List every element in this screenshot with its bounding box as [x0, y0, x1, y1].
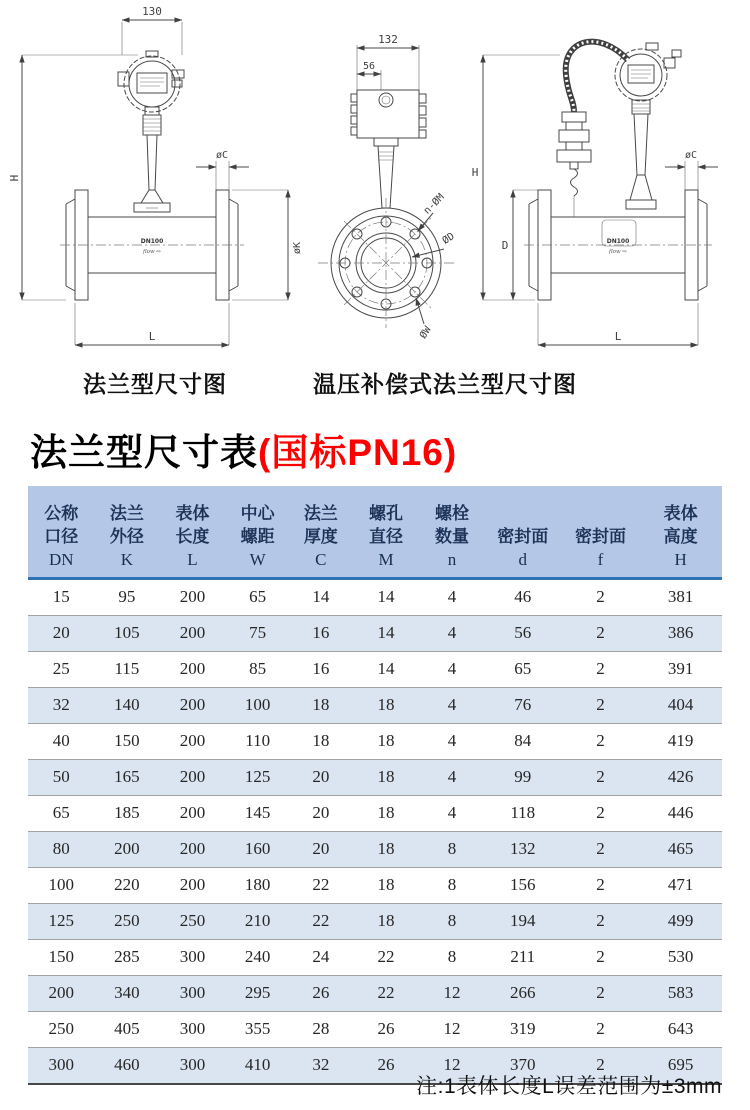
table-cell: 404 — [639, 687, 722, 723]
table-cell: 300 — [159, 939, 226, 975]
table-cell: 95 — [118, 587, 136, 606]
table-cell: 194 — [484, 903, 562, 939]
table-cell: 18 — [352, 903, 420, 939]
table-cell: 85 — [226, 651, 290, 687]
table-cell: 319 — [484, 1011, 562, 1047]
table-cell: 4 — [420, 723, 484, 759]
table-cell: 105 — [95, 615, 160, 651]
table-cell: 18 — [352, 795, 420, 831]
diagram-front-view — [318, 33, 457, 341]
table-cell: 391 — [639, 651, 722, 687]
diagram-flange-type — [8, 5, 303, 345]
table-cell: 426 — [639, 759, 722, 795]
dim-label-56: 56 — [362, 61, 376, 72]
table-cell: 26 — [352, 1011, 420, 1047]
table-row — [28, 759, 722, 795]
table-cell: 499 — [639, 903, 722, 939]
dim-label-H: H — [8, 174, 21, 182]
table-row — [28, 687, 722, 723]
table-cell: 14 — [312, 587, 330, 606]
table-cell: 405 — [95, 1011, 160, 1047]
table-cell: 20 — [290, 795, 352, 831]
table-cell: 75 — [226, 615, 290, 651]
table-row — [28, 939, 722, 975]
table-cell: 340 — [95, 975, 160, 1011]
table-cell: 285 — [95, 939, 160, 975]
table-cell: 15 — [52, 587, 70, 606]
table-cell: 18 — [352, 723, 420, 759]
dimension-table-body — [28, 578, 722, 1084]
column-header: 表体 长度 L — [159, 486, 226, 578]
table-cell: 32 — [290, 1047, 352, 1084]
table-cell: 26 — [290, 975, 352, 1011]
table-cell: 4 — [420, 687, 484, 723]
column-header: 螺栓 数量 n — [420, 486, 484, 578]
table-cell: 2 — [562, 1047, 640, 1084]
table-cell: 150 — [95, 723, 160, 759]
table-cell: 145 — [226, 795, 290, 831]
dim-label-132: 132 — [378, 33, 398, 46]
table-cell: 200 — [159, 723, 226, 759]
table-cell: 300 — [159, 1047, 226, 1084]
table-cell: 410 — [226, 1047, 290, 1084]
table-cell: 18 — [290, 723, 352, 759]
table-cell: 18 — [290, 687, 352, 723]
table-cell: 200 — [159, 615, 226, 651]
table-cell: 370 — [484, 1047, 562, 1084]
footnote: 注:1表体长度L误差范围为±3mm — [416, 1075, 722, 1098]
table-row — [28, 578, 722, 615]
table-cell: 250 — [28, 1011, 95, 1047]
dimension-drawings — [0, 0, 750, 400]
table-cell: 355 — [226, 1011, 290, 1047]
table-cell: 14 — [352, 615, 420, 651]
table-cell: 583 — [639, 975, 722, 1011]
table-cell: 2 — [562, 903, 640, 939]
table-cell: 643 — [639, 1011, 722, 1047]
table-cell: 65 — [28, 795, 95, 831]
column-header: 表体 高度 H — [639, 486, 722, 578]
table-cell: 200 — [159, 795, 226, 831]
table-cell: 446 — [639, 795, 722, 831]
table-cell: 200 — [159, 867, 226, 903]
table-row — [28, 795, 722, 831]
table-cell: 300 — [159, 975, 226, 1011]
table-row — [28, 615, 722, 651]
table-cell: 125 — [28, 903, 95, 939]
table-cell: 4 — [420, 615, 484, 651]
table-cell: 2 — [562, 867, 640, 903]
table-cell: 300 — [159, 1011, 226, 1047]
body-model-label: DN100 — [140, 238, 164, 245]
table-cell: 22 — [352, 939, 420, 975]
table-cell: 8 — [420, 867, 484, 903]
dim-label-oC: øC — [215, 150, 229, 161]
table-cell: 16 — [290, 651, 352, 687]
dim-label-D: D — [501, 239, 509, 252]
table-cell: 99 — [484, 759, 562, 795]
table-cell: 4 — [420, 795, 484, 831]
flow-logo-right: flow ⇨ — [608, 249, 628, 255]
dim-label-L: L — [148, 330, 156, 343]
table-cell: 200 — [179, 587, 206, 606]
table-cell: 22 — [290, 903, 352, 939]
table-cell: 132 — [484, 831, 562, 867]
table-cell: 25 — [28, 651, 95, 687]
table-cell: 2 — [562, 651, 640, 687]
table-row — [28, 975, 722, 1011]
table-cell: 65 — [484, 651, 562, 687]
column-header: 密封面 f — [562, 486, 640, 578]
table-row — [28, 831, 722, 867]
column-header: 密封面 d — [484, 486, 562, 578]
table-cell: 200 — [159, 651, 226, 687]
table-cell: 8 — [420, 903, 484, 939]
table-cell: 12 — [420, 1011, 484, 1047]
table-cell: 18 — [352, 867, 420, 903]
table-cell: 65 — [249, 587, 267, 606]
dim-label-L-right: L — [614, 330, 622, 343]
dim-label-oC-right: øC — [684, 150, 698, 161]
table-cell: 20 — [290, 831, 352, 867]
section-title — [30, 422, 457, 476]
caption-temp-pressure: 温压补偿式法兰型尺寸图 — [313, 371, 577, 397]
table-cell: 165 — [95, 759, 160, 795]
table-cell: 4 — [420, 759, 484, 795]
table-cell: 80 — [28, 831, 95, 867]
table-cell: 50 — [28, 759, 95, 795]
column-header: 法兰 外径 K — [95, 486, 160, 578]
table-cell: 695 — [639, 1047, 722, 1084]
dim-label-oD: ØD — [440, 231, 457, 247]
table-cell: 211 — [484, 939, 562, 975]
table-cell: 266 — [484, 975, 562, 1011]
table-cell: 156 — [484, 867, 562, 903]
table-cell: 150 — [28, 939, 95, 975]
table-cell: 110 — [226, 723, 290, 759]
table-cell: 115 — [95, 651, 160, 687]
table-row — [28, 1011, 722, 1047]
table-cell: 419 — [639, 723, 722, 759]
dim-label-oW: ØW — [418, 324, 434, 341]
section-title-main: 法兰型尺寸表 — [30, 432, 258, 473]
column-header: 中心 螺距 W — [226, 486, 290, 578]
table-cell: 26 — [352, 1047, 420, 1084]
table-cell: 22 — [352, 975, 420, 1011]
table-cell: 2 — [562, 723, 640, 759]
table-cell: 28 — [290, 1011, 352, 1047]
table-cell: 200 — [159, 831, 226, 867]
table-cell: 250 — [95, 903, 160, 939]
table-cell: 100 — [226, 687, 290, 723]
table-cell: 200 — [95, 831, 160, 867]
table-cell: 381 — [667, 587, 694, 606]
table-cell: 14 — [377, 587, 395, 606]
section-title-standard: (国标PN16) — [258, 432, 458, 473]
dimension-table-header-row — [28, 486, 722, 578]
table-row — [28, 903, 722, 939]
table-cell: 4 — [447, 587, 457, 606]
table-cell: 2 — [562, 831, 640, 867]
table-cell: 46 — [514, 587, 532, 606]
table-cell: 16 — [290, 615, 352, 651]
table-cell: 84 — [484, 723, 562, 759]
table-cell: 32 — [28, 687, 95, 723]
table-cell: 200 — [159, 687, 226, 723]
table-cell: 20 — [28, 615, 95, 651]
table-cell: 125 — [226, 759, 290, 795]
table-cell: 2 — [562, 1011, 640, 1047]
table-cell: 2 — [562, 975, 640, 1011]
table-cell: 2 — [562, 795, 640, 831]
body-model-label-right: DN100 — [606, 238, 630, 245]
dim-label-130: 130 — [142, 5, 162, 18]
dim-label-oK: øK — [292, 241, 303, 255]
table-cell: 220 — [95, 867, 160, 903]
table-cell: 22 — [290, 867, 352, 903]
table-cell: 250 — [159, 903, 226, 939]
dimension-table — [28, 486, 722, 1085]
table-cell: 530 — [639, 939, 722, 975]
table-cell: 185 — [95, 795, 160, 831]
table-cell: 210 — [226, 903, 290, 939]
table-cell: 2 — [562, 615, 640, 651]
table-cell: 8 — [420, 831, 484, 867]
table-cell: 240 — [226, 939, 290, 975]
table-cell: 18 — [352, 687, 420, 723]
table-cell: 2 — [562, 759, 640, 795]
column-header: 公称 口径 DN — [28, 486, 95, 578]
table-cell: 40 — [28, 723, 95, 759]
table-cell: 18 — [352, 831, 420, 867]
dim-label-H-right: H — [471, 166, 479, 179]
table-cell: 76 — [484, 687, 562, 723]
table-cell: 140 — [95, 687, 160, 723]
table-cell: 14 — [352, 651, 420, 687]
table-cell: 465 — [639, 831, 722, 867]
table-cell: 471 — [639, 867, 722, 903]
column-header: 螺孔 直径 M — [352, 486, 420, 578]
column-header: 法兰 厚度 C — [290, 486, 352, 578]
table-cell: 2 — [596, 587, 605, 606]
table-cell: 2 — [562, 939, 640, 975]
caption-flange-type: 法兰型尺寸图 — [83, 371, 227, 397]
table-cell: 386 — [639, 615, 722, 651]
table-row — [28, 867, 722, 903]
table-cell: 200 — [159, 759, 226, 795]
table-cell: 12 — [420, 975, 484, 1011]
table-cell: 118 — [484, 795, 562, 831]
diagram-temp-pressure — [472, 42, 718, 345]
table-cell: 460 — [95, 1047, 160, 1084]
table-cell: 100 — [28, 867, 95, 903]
table-row — [28, 651, 722, 687]
table-cell: 2 — [562, 687, 640, 723]
table-row — [28, 723, 722, 759]
table-cell: 160 — [226, 831, 290, 867]
dim-label-n-oM: n-ØM — [421, 191, 447, 217]
table-cell: 12 — [420, 1047, 484, 1084]
table-cell: 4 — [420, 651, 484, 687]
table-cell: 8 — [420, 939, 484, 975]
table-cell: 295 — [226, 975, 290, 1011]
table-cell: 18 — [352, 759, 420, 795]
table-cell: 24 — [290, 939, 352, 975]
table-cell: 300 — [28, 1047, 95, 1084]
table-cell: 180 — [226, 867, 290, 903]
flow-logo: flow ⇨ — [142, 249, 162, 255]
table-cell: 200 — [28, 975, 95, 1011]
table-cell: 20 — [290, 759, 352, 795]
table-cell: 56 — [484, 615, 562, 651]
